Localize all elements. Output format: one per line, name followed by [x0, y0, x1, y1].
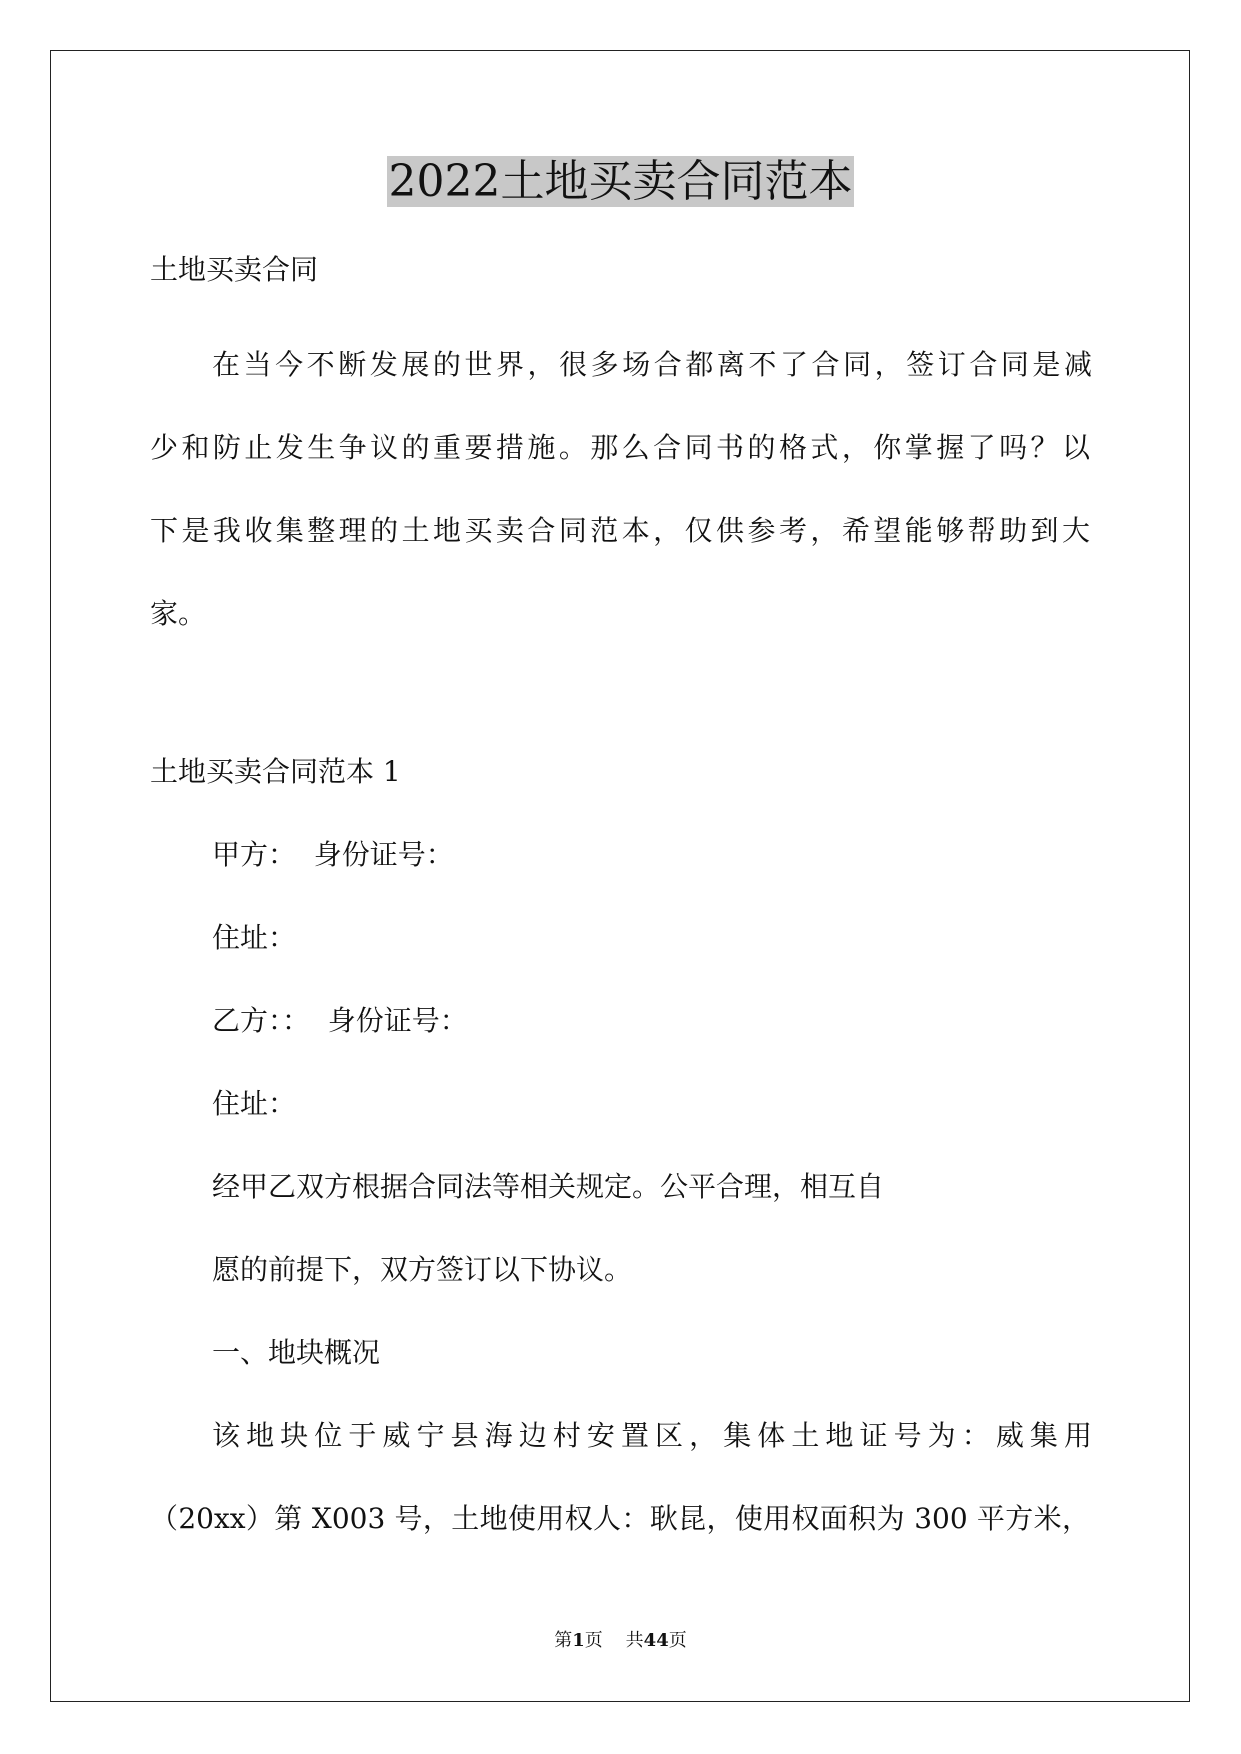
party-a-address: 住址：: [212, 921, 297, 954]
document-title: [0, 150, 1241, 214]
party-b-line: 乙方：： 身份证号：: [212, 1004, 468, 1037]
document-subtitle: 土地买卖合同: [150, 253, 319, 286]
party-b-address: 住址：: [212, 1087, 297, 1120]
clause-line-1: 该地块位于威宁县海边村安置区，集体土地证号为：威集用: [212, 1419, 1092, 1452]
clause-line-2: （20xx）第 X003 号，土地使用权人：耿昆，使用权面积为 300 平方米，: [150, 1502, 1090, 1535]
footer-page-prefix: 第: [554, 1630, 573, 1651]
intro-line-4: 家。: [150, 597, 207, 630]
document-title-text: 2022土地买卖合同范本: [388, 156, 853, 207]
clause-heading: 一、地块概况: [212, 1336, 381, 1369]
agreement-line-2: 愿的前提下，双方签订以下协议。: [212, 1253, 633, 1286]
section-heading: 土地买卖合同范本 1: [150, 755, 401, 788]
agreement-line-1: 经甲乙双方根据合同法等相关规定。公平合理，相互自: [212, 1170, 885, 1203]
intro-line-3: 下是我收集整理的土地买卖合同范本，仅供参考，希望能够帮助到大: [150, 514, 1090, 547]
party-a-line: 甲方： 身份证号：: [212, 838, 454, 871]
intro-line-1: 在当今不断发展的世界，很多场合都离不了合同，签订合同是减: [212, 348, 1092, 381]
footer-total-pages: 44: [643, 1630, 669, 1651]
footer-total-suffix: 页: [668, 1630, 687, 1651]
page-footer: [0, 1629, 1241, 1653]
intro-line-2: 少和防止发生争议的重要措施。那么合同书的格式，你掌握了吗？以: [150, 431, 1090, 464]
footer-page-number: 1: [572, 1630, 585, 1651]
footer-page-suffix: 页: [584, 1630, 603, 1651]
footer-total-prefix: 共: [625, 1630, 644, 1651]
